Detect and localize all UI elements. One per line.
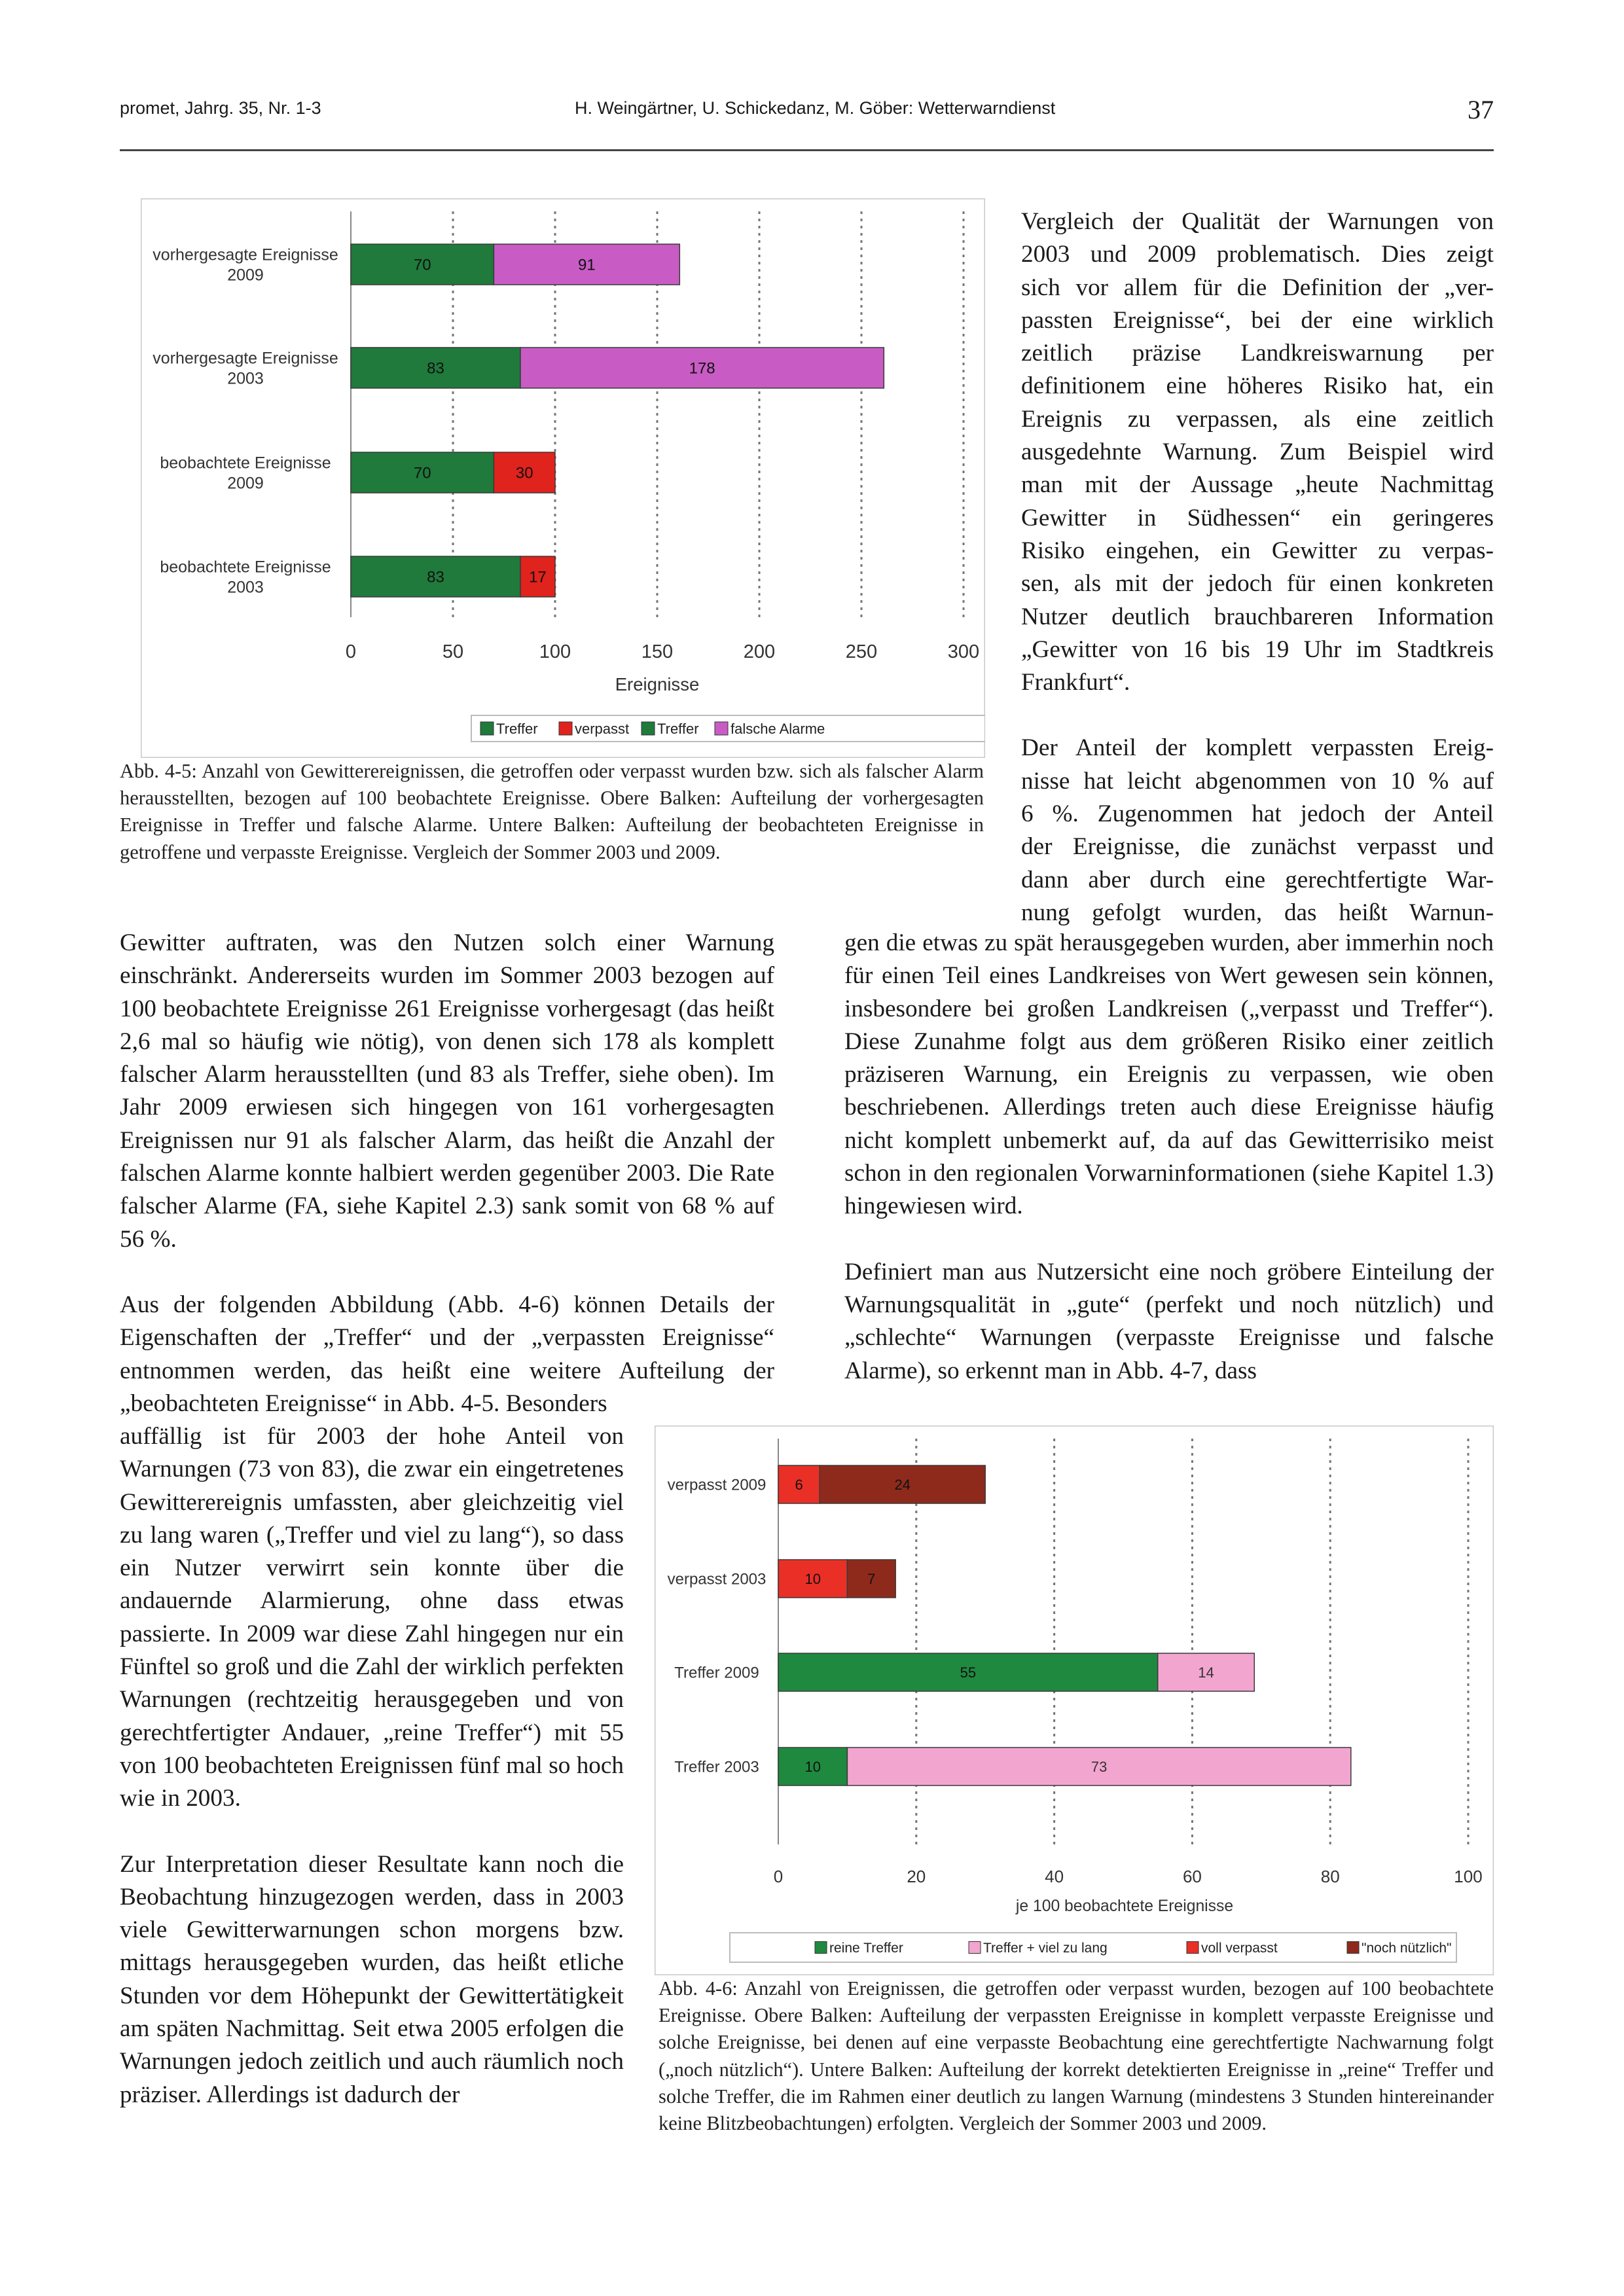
right-paragraph-2: [1021, 732, 1494, 929]
text-line: Ereignis zu verpassen, als eine zeitlich: [1021, 405, 1494, 433]
text-line: Frankfurt“.: [1021, 669, 1130, 696]
legend-label: Treffer: [496, 720, 538, 737]
legend-label: Treffer: [657, 720, 699, 737]
legend-label: voll verpasst: [1201, 1941, 1278, 1956]
data-label: 14: [1198, 1664, 1214, 1681]
legend-swatch: [969, 1942, 981, 1954]
text-line: sich vor allem für die Definition der „ver-: [1021, 274, 1494, 301]
tick-label: 250: [845, 641, 878, 662]
data-label: 91: [578, 256, 596, 274]
page-number: 37: [1468, 95, 1494, 124]
right-paragraph-2-cont: gen die etwas zu spät herausgegeben wurden, aber immerhin noch für einen Teil eines Landkreises von Wert gewesen sein können, insbesondere bei großen Landkreisen („verpasst und Treffer“). Diese Zunahme folgt aus dem größeren Risiko einer zeitlich präziseren Warnung, ein Ereignis zu verpassen, wie oben beschriebenen. Allerdings treten auch diese Ereignisse häufig nicht komplett unbemerkt auf, da auf das Gewitterrisiko meist schon in den regionalen Vorwarninformationen (siehe Kapitel 1.3) hingewiesen wird.: [844, 929, 1494, 1220]
right-column-text: [1021, 206, 1494, 929]
tick-label: 80: [1320, 1867, 1340, 1886]
category-label: 2009: [227, 474, 264, 493]
text-line: der Ereignisse, die zunächst verpasst und: [1021, 833, 1494, 861]
text-line: Risiko eingehen, ein Gewitter zu verpas-: [1021, 537, 1494, 564]
left-column-narrow-text: [120, 1420, 624, 2111]
data-label: 70: [413, 464, 431, 482]
tick-label: 0: [345, 641, 357, 662]
tick-label: 40: [1045, 1867, 1064, 1886]
data-label: 83: [427, 359, 444, 378]
chart-frame: [655, 1426, 1494, 1975]
data-label: 73: [1091, 1758, 1108, 1775]
figure-4-5-caption: Abb. 4-5: Anzahl von Gewitterereignissen, die getroffen oder verpasst wurden bzw. sich als falscher Alarm herausstellten, bezogen auf 100 beobachtete Ereignisse. Obere Balken: Aufteilung der vorhergesagten Ereignisse in Treffer und falsche Alarme. Untere Balken: Aufteilung der beobachteten Ereignisse in getroffene und verpasste Ereignisse. Vergleich der Sommer 2003 und 2009.: [120, 760, 984, 863]
legend-swatch: [1347, 1942, 1359, 1954]
text-line: 2003 und 2009 problematisch. Dies zeigt: [1021, 241, 1494, 268]
text-line: sen, als mit der jedoch für einen konkreten: [1021, 570, 1494, 598]
tick-label: 100: [1454, 1867, 1483, 1886]
category-label: Treffer 2009: [674, 1664, 759, 1682]
tick-label: 20: [907, 1867, 926, 1886]
data-label: 55: [960, 1664, 977, 1681]
category-label: 2003: [227, 578, 264, 597]
left-paragraph-3: Zur Interpretation dieser Resultate kann noch die Beobachtung hinzugezogen werden, dass in 2003 viele Gewitterwarnungen schon morgens bzw. mittags herausgegeben wurden, das heißt etliche Stunden vor dem Höhepunkt der Gewittertätigkeit am späten Nachmittag. Seit etwa 2005 erfolgen die Warnungen jedoch zeitlich und auch räumlich noch präziser. Allerdings ist dadurch der: [120, 1850, 624, 2108]
data-label: 83: [427, 568, 444, 586]
tick-label: 50: [442, 641, 464, 662]
text-line: man mit der Aussage „heute Nachmittag: [1021, 471, 1494, 499]
text-line: passten Ereignisse“, bei der eine wirklich: [1021, 306, 1494, 334]
category-label: beobachtete Ereignisse: [160, 558, 331, 577]
running-title: H. Weingärtner, U. Schickedanz, M. Göber: Wetterwarndienst: [575, 98, 1056, 118]
text-line: 6 %. Zugenommen hat jedoch der Anteil: [1021, 800, 1494, 828]
data-label: 7: [867, 1570, 876, 1587]
category-label: 2003: [227, 369, 264, 388]
figure-4-6-caption: Abb. 4-6: Anzahl von Ereignissen, die getroffen oder verpasst wurden, bezogen auf 100 beobachtete Ereignisse. Obere Balken: Aufteilung der verpassten Ereignisse in komplett verpasste Ereignisse und solche Ereignisse, bei denen auf eine verpasste Beobachtung eine gerechtfertigte Nachwarnung folgt („noch nützlich“). Untere Balken: Aufteilung der korrekt detektierten Ereignisse in „reine“ Treffer und solche Treffer, die im Rahmen einer deutlich zu langen Warnung (mindestens 3 Stunden hintereinander keine Blitzbeobachtungen) erfolgten. Vergleich der Sommer 2003 und 2009.: [659, 1977, 1494, 2135]
data-label: 10: [804, 1570, 821, 1587]
category-label: 2009: [227, 266, 264, 285]
category-label: vorhergesagte Ereignisse: [153, 349, 338, 368]
data-label: 178: [689, 359, 715, 378]
category-label: Treffer 2003: [674, 1758, 759, 1776]
legend-swatch: [641, 722, 655, 735]
legend-label: falsche Alarme: [731, 720, 825, 737]
legend-swatch: [480, 722, 494, 735]
tick-label: 60: [1182, 1867, 1202, 1886]
tick-label: 300: [947, 641, 980, 662]
category-label: verpasst 2003: [667, 1570, 767, 1588]
figure-4-5-chart: [141, 198, 985, 758]
text-line: ausgedehnte Warnung. Zum Beispiel wird: [1021, 439, 1494, 466]
x-axis-title: Ereignisse: [615, 674, 700, 694]
text-line: nisse hat leicht abgenommen von 10 % auf: [1021, 767, 1494, 795]
left-paragraph-2-top: Aus der folgenden Abbildung (Abb. 4-6) können Details der Eigenschaften der „Treffer“ und der „verpassten Ereignisse“ entnommen werden, das heißt eine weitere Aufteilung der „beobachteten Ereignisse“ in Abb. 4-5. Besonders: [120, 1291, 774, 1417]
tick-label: 100: [539, 641, 571, 662]
text-line: zeitlich präzise Landkreiswarnung per: [1021, 340, 1494, 367]
data-label: 6: [795, 1476, 803, 1493]
text-line: nung gefolgt wurden, das heißt Warnun-: [1021, 899, 1494, 926]
journal-name: promet, Jahrg. 35, Nr. 1-3: [120, 98, 321, 118]
text-line: Der Anteil der komplett verpassten Ereig-: [1021, 734, 1494, 762]
data-label: 70: [413, 256, 431, 274]
text-line: Nutzer deutlich brauchbareren Information: [1021, 603, 1494, 630]
left-paragraph-2-rest: auffällig ist für 2003 der hohe Anteil von Warnungen (73 von 83), die zwar ein eingetretenes Gewitterereignis umfassten, aber gleichzeitig viel zu lang waren („Treffer und viel zu lang“), so dass ein Nutzer verwirrt sein konnte über die andauernde Alarmierung, ohne dass etwas passierte. In 2009 war diese Zahl hingegen nur ein Fünftel so groß und die Zahl der wirklich perfekten Warnungen (rechtzeitig herausgegeben und von gerechtfertigter Andauer, „reine Treffer“) mit 55 von 100 beobachteten Ereignissen fünf mal so hoch wie in 2003.: [120, 1423, 624, 1812]
legend-swatch: [1187, 1942, 1199, 1954]
data-label: 10: [804, 1758, 821, 1775]
data-label: 17: [529, 568, 547, 586]
text-line: Vergleich der Qualität der Warnungen von: [1021, 208, 1494, 235]
right-paragraph-1: [1021, 206, 1494, 699]
left-paragraph-1: Gewitter auftraten, was den Nutzen solch einer Warnung einschränkt. Andererseits wurden im Sommer 2003 bezogen auf 100 beobachtete Ereignisse 261 Ereignisse vorhergesagt (das heißt 2,6 mal so häufig wie nötig), von denen sich 178 als komplett falscher Alarm herausstellten (und 83 als Treffer, siehe oben). Im Jahr 2009 erwiesen sich hingegen von 161 vorhergesagten Ereignissen nur 91 als falscher Alarm, das heißt die Anzahl der falschen Alarme konnte halbiert werden gegenüber 2003. Die Rate falscher Alarme (FA, siehe Kapitel 2.3) sank somit von 68 % auf 56 %.: [120, 929, 774, 1253]
legend-label: reine Treffer: [829, 1941, 903, 1956]
tick-label: 200: [743, 641, 776, 662]
figure-4-6-chart: [655, 1426, 1494, 1975]
category-label: beobachtete Ereignisse: [160, 454, 331, 473]
data-label: 24: [894, 1476, 911, 1493]
right-paragraph-3: Definiert man aus Nutzersicht eine noch gröbere Einteilung der Warnungsqualität in „gute“ (perfekt und noch nützlich) und „schlechte“ Warnungen (verpasste Ereignisse und falsche Alarme), so erkennt man in Abb. 4-7, dass: [844, 1258, 1494, 1384]
text-line: dann aber durch eine gerechtfertigte War-: [1021, 866, 1494, 893]
text-line: definitionem eine höheres Risiko hat, ein: [1021, 372, 1494, 400]
category-label: vorhergesagte Ereignisse: [153, 245, 338, 264]
tick-label: 150: [641, 641, 674, 662]
data-label: 30: [515, 464, 533, 482]
text-line: Gewitter in Südhessen“ ein geringeres: [1021, 504, 1494, 531]
x-axis-title: je 100 beobachtete Ereignisse: [1015, 1897, 1234, 1915]
text-line: „Gewitter von 16 bis 19 Uhr im Stadtkreis: [1021, 636, 1494, 663]
legend-swatch: [715, 722, 728, 735]
legend-swatch: [815, 1942, 827, 1954]
legend-swatch: [559, 722, 572, 735]
left-column-text: [120, 927, 774, 1420]
legend-label: "noch nützlich": [1362, 1941, 1452, 1956]
right-column-continued: [844, 927, 1494, 1388]
journal-header: [120, 98, 321, 118]
tick-label: 0: [773, 1867, 784, 1886]
header-rule: [120, 149, 1494, 151]
legend-label: verpasst: [575, 720, 630, 737]
category-label: verpasst 2009: [667, 1476, 767, 1494]
legend-label: Treffer + viel zu lang: [983, 1941, 1108, 1956]
